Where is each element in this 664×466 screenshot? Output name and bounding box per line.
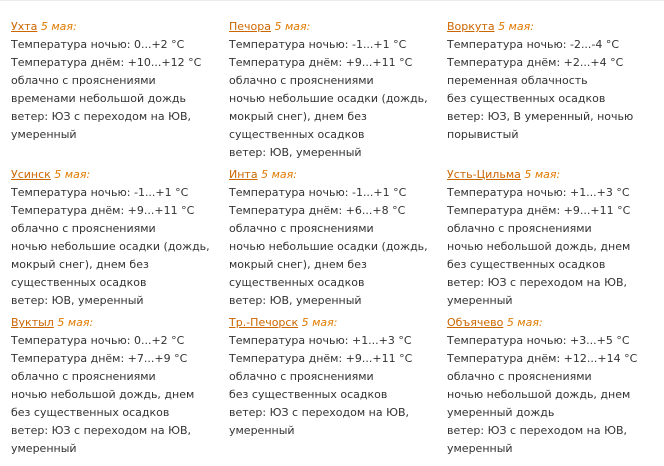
wind: ветер: ЮВ, умеренный [11, 294, 144, 307]
wind: ветер: ЮЗ с переходом на ЮВ, умеренный [447, 424, 628, 455]
night-temperature: Температура ночью: -1...+1 °C [229, 186, 407, 199]
day-temperature: Температура днём: +2...+4 °C [447, 56, 624, 69]
forecast-card-inta [229, 166, 429, 310]
forecast-date: 5 мая: [506, 316, 543, 329]
day-temperature: Температура днём: +9...+11 °C [229, 56, 413, 69]
city-link[interactable]: Ухта [11, 20, 38, 33]
precipitation: ночью небольшой дождь, днем без существенных осадков [447, 240, 631, 271]
precipitation: ночью небольшие осадки (дождь, мокрый снег), днем без существенных осадков [229, 92, 428, 141]
forecast-date: 5 мая: [40, 20, 77, 33]
city-link[interactable]: Объячево [447, 316, 504, 329]
cloudiness: переменная облачность [447, 74, 588, 87]
wind: ветер: ЮЗ с переходом на ЮВ, умеренный [447, 276, 628, 307]
forecast-date: 5 мая: [57, 316, 94, 329]
night-temperature: Температура ночью: +1...+3 °C [229, 334, 412, 347]
city-link[interactable]: Усинск [11, 168, 51, 181]
day-temperature: Температура днём: +10...+12 °C [11, 56, 202, 69]
cloudiness: облачно с прояснениями [11, 370, 156, 383]
night-temperature: Температура ночью: +3...+5 °C [447, 334, 630, 347]
cloudiness: облачно с прояснениями [447, 370, 592, 383]
forecast-header [229, 18, 429, 36]
forecast-card-pechora [229, 18, 429, 162]
city-link[interactable]: Инта [229, 168, 258, 181]
wind: ветер: ЮЗ с переходом на ЮВ, умеренный [229, 406, 410, 437]
wind: ветер: ЮЗ, В умеренный, ночью порывистый [447, 110, 634, 141]
cloudiness: облачно с прояснениями [11, 74, 156, 87]
forecast-date: 5 мая: [261, 168, 297, 181]
cloudiness: облачно с прояснениями [229, 222, 374, 235]
forecast-header [11, 166, 211, 184]
forecast-date: 5 мая: [498, 20, 534, 33]
city-link[interactable]: Усть-Цильма [447, 168, 521, 181]
forecast-date: 5 мая: [301, 316, 338, 329]
forecast-card-tr-pechorsk [229, 314, 429, 440]
precipitation: без существенных осадков [229, 388, 388, 401]
wind: ветер: ЮЗ с переходом на ЮВ, умеренный [11, 110, 192, 141]
precipitation: ночью небольшие осадки (дождь, мокрый снег), днем без существенных осадков [11, 240, 210, 289]
forecast-row [11, 18, 661, 166]
precipitation: без существенных осадков [447, 92, 606, 105]
city-link[interactable]: Вуктыл [11, 316, 54, 329]
night-temperature: Температура ночью: +1...+3 °C [447, 186, 630, 199]
precipitation: ночью небольшие осадки (дождь, мокрый снег), днем без существенных осадков [229, 240, 428, 289]
night-temperature: Температура ночью: -2...-4 °C [447, 38, 620, 51]
precipitation: временами небольшой дождь [11, 92, 186, 105]
forecast-header [447, 314, 647, 332]
night-temperature: Температура ночью: 0...+2 °C [11, 334, 185, 347]
day-temperature: Температура днём: +9...+11 °C [11, 204, 195, 217]
day-temperature: Температура днём: +6...+8 °C [229, 204, 406, 217]
forecast-card-obyachevo [447, 314, 647, 458]
night-temperature: Температура ночью: -1...+1 °C [11, 186, 189, 199]
precipitation: ночью небольшой дождь, днем умеренный дождь [447, 388, 631, 419]
forecast-row [11, 314, 661, 462]
forecast-date: 5 мая: [524, 168, 561, 181]
forecast-header [447, 166, 647, 184]
night-temperature: Температура ночью: -1...+1 °C [229, 38, 407, 51]
forecast-row [11, 166, 661, 314]
day-temperature: Температура днём: +12...+14 °C [447, 352, 638, 365]
night-temperature: Температура ночью: 0...+2 °C [11, 38, 185, 51]
wind: ветер: ЮЗ с переходом на ЮВ, умеренный [11, 424, 192, 455]
forecast-card-usinsk [11, 166, 211, 310]
city-link[interactable]: Печора [229, 20, 271, 33]
forecast-header [11, 18, 211, 36]
day-temperature: Температура днём: +7...+9 °C [11, 352, 188, 365]
forecast-date: 5 мая: [274, 20, 311, 33]
forecast-header [447, 18, 647, 36]
wind: ветер: ЮВ, умеренный [229, 146, 362, 159]
top-divider [0, 0, 664, 1]
forecast-header [11, 314, 211, 332]
city-link[interactable]: Тр.-Печорск [229, 316, 299, 329]
forecast-header [229, 166, 429, 184]
forecast-card-ukhta [11, 18, 211, 144]
forecast-card-vorkuta [447, 18, 647, 144]
forecast-grid [11, 18, 661, 462]
wind: ветер: ЮВ, умеренный [229, 294, 362, 307]
precipitation: ночью небольшой дождь, днем без существенных осадков [11, 388, 195, 419]
cloudiness: облачно с прояснениями [229, 74, 374, 87]
cloudiness: облачно с прояснениями [447, 222, 592, 235]
cloudiness: облачно с прояснениями [229, 370, 374, 383]
day-temperature: Температура днём: +9...+11 °C [447, 204, 631, 217]
day-temperature: Температура днём: +9...+11 °C [229, 352, 413, 365]
forecast-card-ust-tsilma [447, 166, 647, 310]
forecast-card-vuktyl [11, 314, 211, 458]
city-link[interactable]: Воркута [447, 20, 495, 33]
forecast-header [229, 314, 429, 332]
forecast-date: 5 мая: [54, 168, 91, 181]
cloudiness: облачно с прояснениями [11, 222, 156, 235]
